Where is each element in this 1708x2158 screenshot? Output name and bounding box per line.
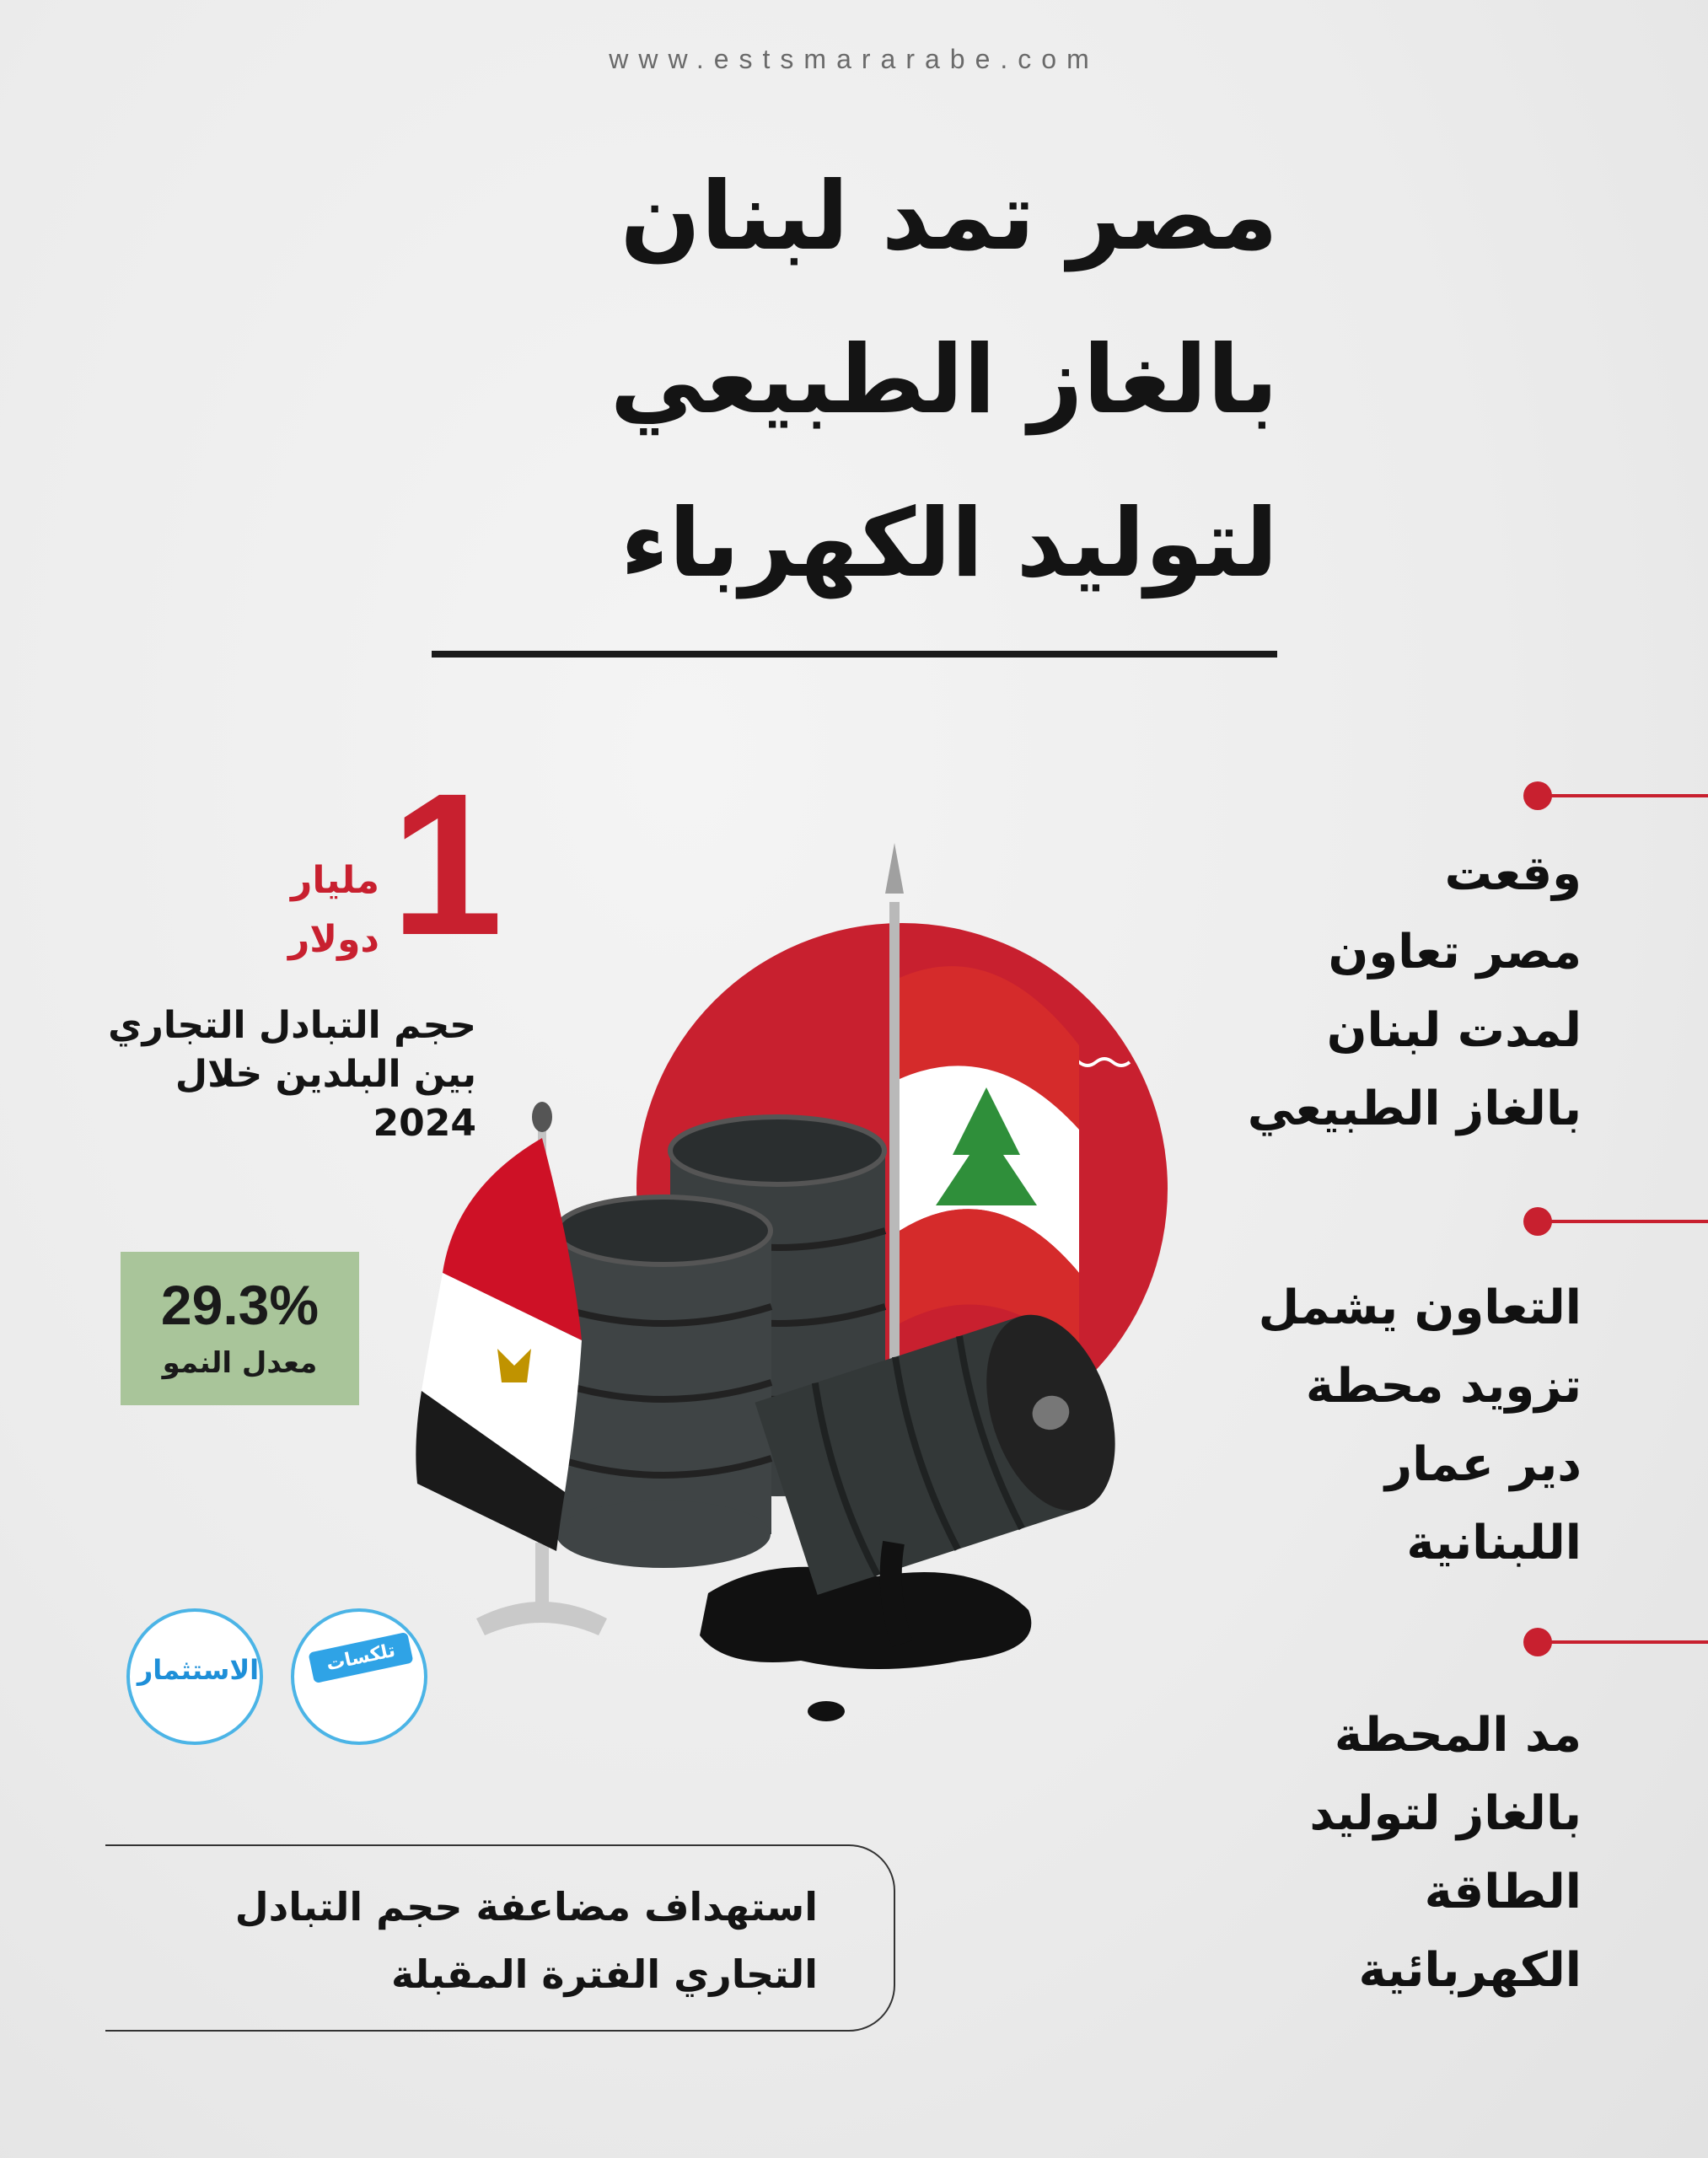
point-2-line: التعاون يشمل (1258, 1280, 1582, 1335)
telex-logo (291, 1608, 427, 1745)
target-line: استهداف مضاعفة حجم التبادل (234, 1884, 818, 1930)
bullet-line-3 (1538, 1640, 1708, 1644)
desc-line: بين البلدين خلال (175, 1053, 476, 1096)
trade-value-number: 1 (390, 751, 503, 977)
headline-line-2: بالغاز الطبيعي (610, 325, 1278, 435)
site-url[interactable]: www.estsmararabe.com (609, 44, 1099, 74)
title-divider (432, 651, 1277, 658)
point-2 (1109, 1269, 1582, 1582)
point-3-line: الطاقة (1424, 1865, 1582, 1919)
headline-line-3: لتوليد الكهرباء (620, 489, 1278, 599)
point-2-line: اللبنانية (1406, 1516, 1582, 1570)
desc-line: 2024 (373, 1102, 476, 1145)
growth-rate-label: معدل النمو (162, 1346, 318, 1380)
unit-line: دولار (287, 918, 379, 961)
headline-line-1: مصر تمد لبنان (620, 162, 1278, 271)
bullet-dot-2 (1523, 1207, 1552, 1236)
trade-value-unit (253, 851, 379, 969)
growth-rate-value: 29.3% (160, 1274, 320, 1336)
telex-logo-text: تلكسات (308, 1632, 413, 1683)
desc-line: حجم التبادل التجاري (108, 1004, 476, 1047)
bullet-dot-3 (1523, 1628, 1552, 1656)
point-2-line: دير عمار (1384, 1437, 1582, 1492)
target-line: التجاري الفترة المقبلة (390, 1951, 818, 1997)
egypt-flag-icon (416, 1138, 582, 1551)
point-3-line: الكهربائية (1358, 1943, 1582, 1998)
growth-rate-box (121, 1252, 359, 1405)
barrel-icon (556, 1197, 771, 1568)
point-1-line: مصر تعاون (1328, 925, 1582, 980)
point-3-line: بالغاز لتوليد (1309, 1786, 1582, 1841)
illustration-flags-barrels (405, 835, 1180, 1753)
point-1 (1109, 835, 1582, 1148)
headline (351, 135, 1278, 625)
point-2-line: تزويد محطة (1305, 1359, 1582, 1414)
bullet-line-1 (1538, 794, 1708, 797)
pole-tip (885, 843, 904, 894)
lebanon-flag-icon (900, 966, 1079, 1357)
bullet-line-2 (1538, 1220, 1708, 1223)
lebanon-flag-pole (889, 902, 900, 1408)
point-3-line: مد المحطة (1334, 1708, 1582, 1763)
point-3 (1109, 1696, 1582, 2010)
point-1-line: لمدت لبنان (1326, 1003, 1582, 1058)
estsmar-logo-text: الاستثمار (137, 1654, 260, 1686)
oil-spill (700, 1567, 1031, 1669)
point-1-line: وقعت (1444, 846, 1582, 901)
unit-line: مليار (290, 859, 379, 902)
point-1-line: بالغاز الطبيعي (1247, 1082, 1582, 1136)
bullet-dot-1 (1523, 781, 1552, 810)
target-callout-text (110, 1873, 818, 2008)
